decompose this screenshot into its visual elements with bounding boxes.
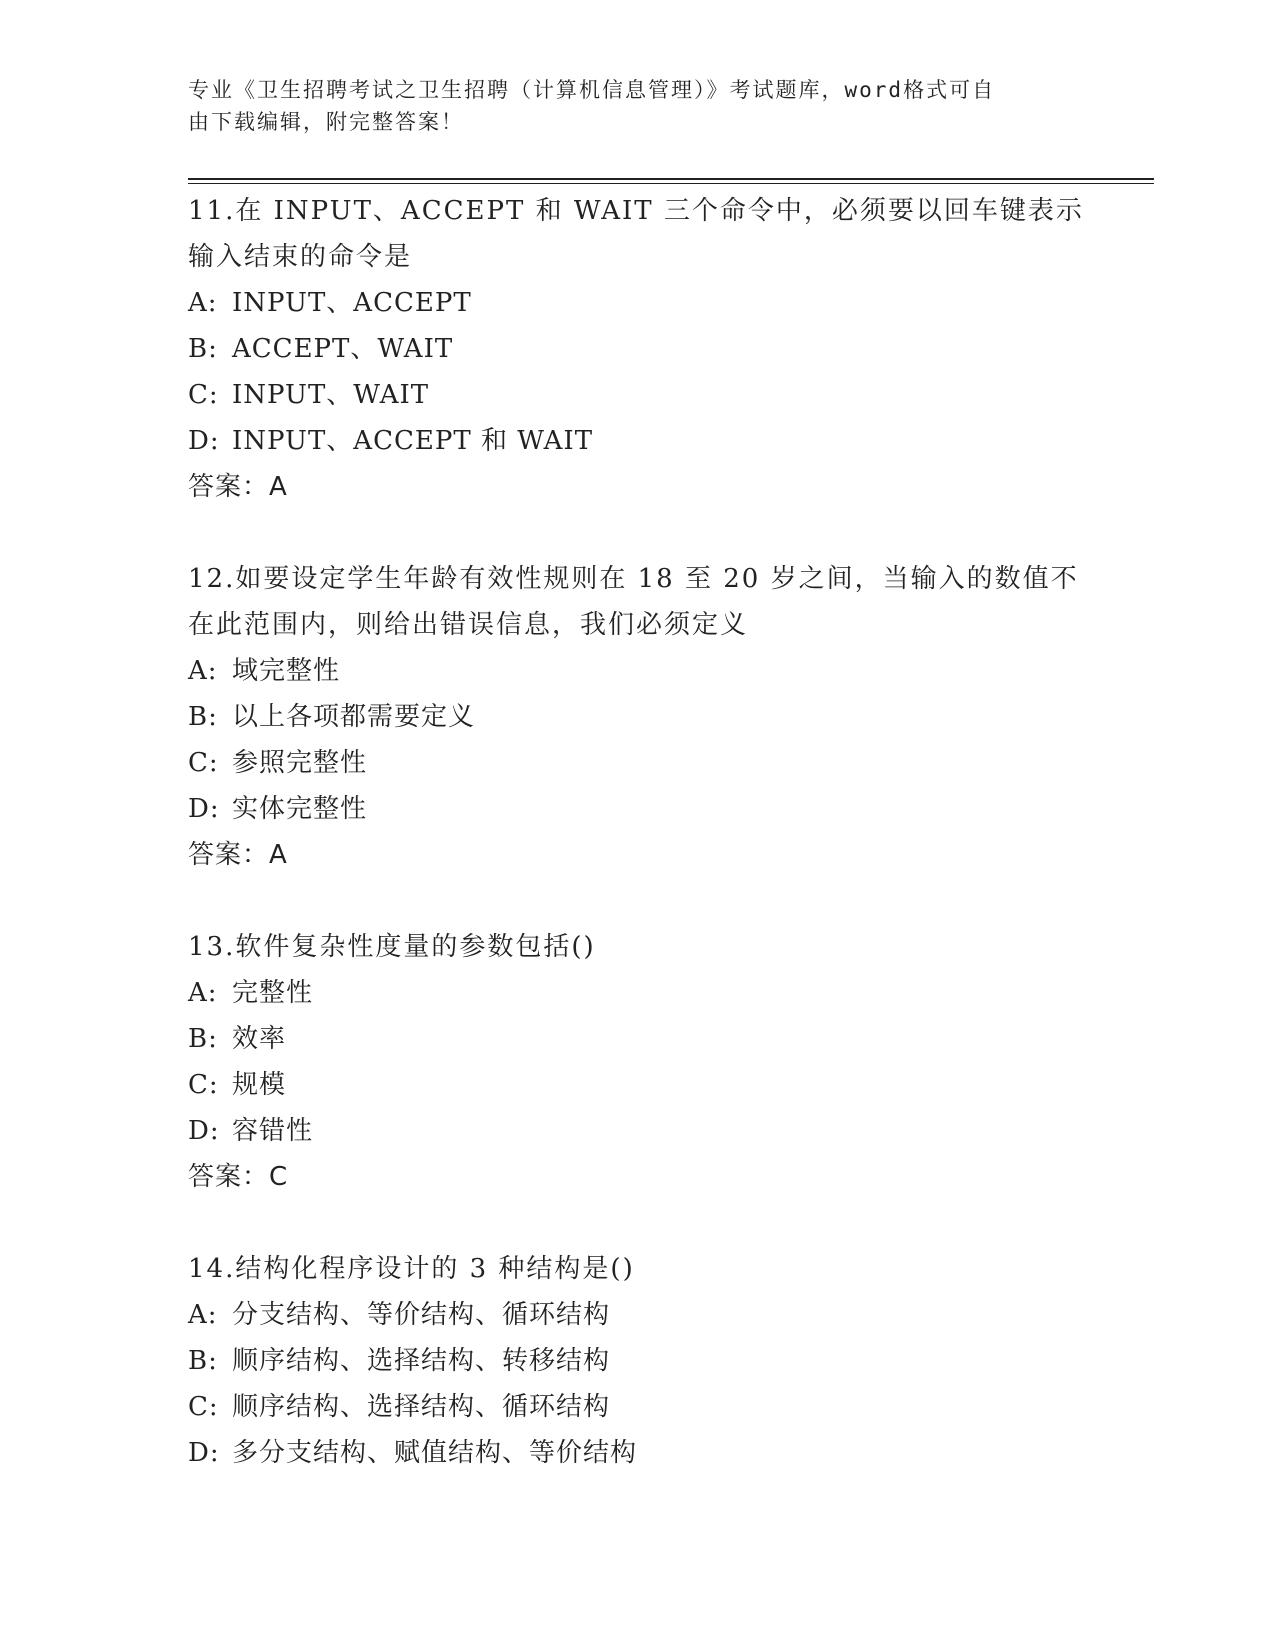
option-b — [188, 694, 1088, 740]
option-key: D: — [188, 1438, 220, 1468]
option-c — [188, 740, 1088, 786]
answer-line: 答案：C — [188, 1162, 289, 1192]
option-key: C: — [188, 1392, 219, 1422]
answer-line: 答案：A — [188, 840, 288, 870]
option-key: B: — [188, 334, 218, 364]
question-14 — [188, 1246, 1088, 1476]
option-text: 实体完整性 — [232, 794, 368, 824]
option-c — [188, 1062, 1088, 1108]
header-divider-thin — [188, 183, 1154, 184]
option-text: 域完整性 — [232, 656, 341, 686]
option-text: 规模 — [232, 1070, 287, 1100]
option-b — [188, 326, 1088, 372]
option-text: 分支结构、等价结构、循环结构 — [232, 1300, 611, 1330]
option-text: ACCEPT、WAIT — [232, 334, 454, 364]
option-a — [188, 1292, 1088, 1338]
option-text: INPUT、ACCEPT 和 WAIT — [232, 426, 594, 456]
option-d — [188, 1430, 1088, 1476]
option-text: 多分支结构、赋值结构、等价结构 — [232, 1438, 638, 1468]
question-stem: 12.如要设定学生年龄有效性规则在 18 至 20 岁之间，当输入的数值不在此范围内，则给出错误信息，我们必须定义 — [188, 564, 1079, 640]
header-line-1: 专业《卫生招聘考试之卫生招聘（计算机信息管理）》考试题库，word格式可自 — [188, 78, 996, 102]
option-text: 容错性 — [232, 1116, 314, 1146]
option-text: 参照完整性 — [232, 748, 368, 778]
option-c — [188, 372, 1088, 418]
option-key: B: — [188, 1346, 218, 1376]
option-key: C: — [188, 1070, 219, 1100]
option-a — [188, 280, 1088, 326]
question-11 — [188, 188, 1088, 510]
option-key: C: — [188, 380, 219, 410]
question-stem: 14.结构化程序设计的 3 种结构是() — [188, 1254, 635, 1284]
option-text: INPUT、ACCEPT — [232, 288, 472, 318]
option-c — [188, 1384, 1088, 1430]
option-a — [188, 648, 1088, 694]
question-12 — [188, 556, 1088, 878]
option-key: C: — [188, 748, 219, 778]
option-d — [188, 418, 1088, 464]
option-text: 以上各项都需要定义 — [232, 702, 476, 732]
option-key: B: — [188, 1024, 218, 1054]
option-text: 完整性 — [232, 978, 314, 1008]
option-d — [188, 786, 1088, 832]
question-list — [188, 188, 1088, 1522]
option-key: A: — [188, 1300, 218, 1330]
option-text: 顺序结构、选择结构、循环结构 — [232, 1392, 611, 1422]
option-text: 效率 — [232, 1024, 287, 1054]
option-text: INPUT、WAIT — [232, 380, 430, 410]
option-key: D: — [188, 794, 220, 824]
option-key: D: — [188, 1116, 220, 1146]
option-key: D: — [188, 426, 220, 456]
option-key: A: — [188, 656, 218, 686]
option-b — [188, 1016, 1088, 1062]
header-line-2: 由下载编辑，附完整答案！ — [188, 110, 464, 134]
option-key: A: — [188, 288, 218, 318]
question-stem: 13.软件复杂性度量的参数包括() — [188, 932, 596, 962]
header-divider-thick — [188, 178, 1154, 180]
option-a — [188, 970, 1088, 1016]
option-b — [188, 1338, 1088, 1384]
question-13 — [188, 924, 1088, 1200]
option-key: A: — [188, 978, 218, 1008]
question-stem: 11.在 INPUT、ACCEPT 和 WAIT 三个命令中，必须要以回车键表示输入结束的命令是 — [188, 196, 1084, 272]
answer-line: 答案：A — [188, 472, 288, 502]
option-d — [188, 1108, 1088, 1154]
document-header — [188, 74, 1068, 138]
option-text: 顺序结构、选择结构、转移结构 — [232, 1346, 611, 1376]
option-key: B: — [188, 702, 218, 732]
